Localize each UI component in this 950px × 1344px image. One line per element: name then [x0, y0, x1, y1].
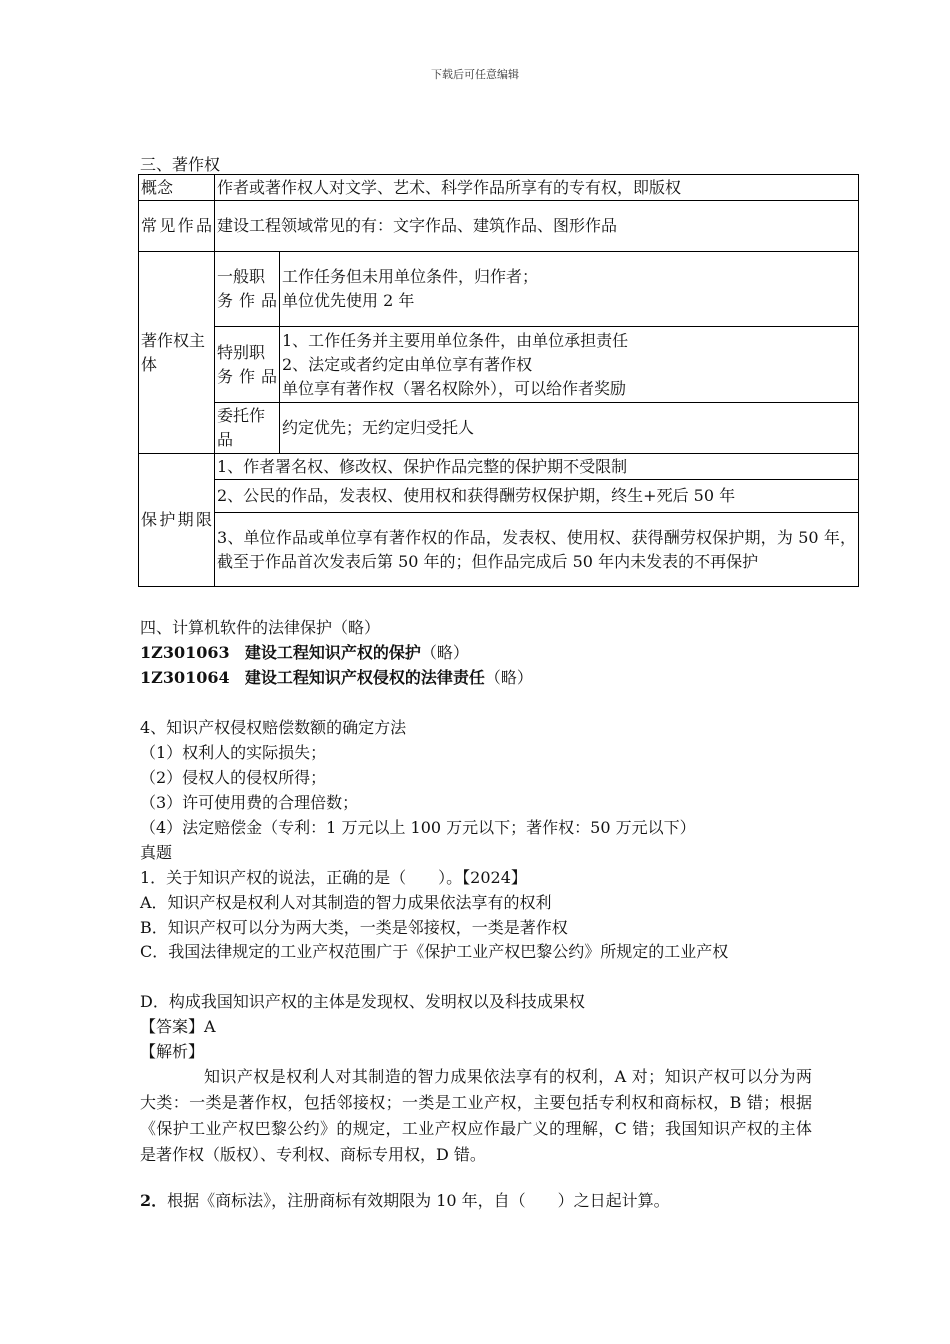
damages-method-title: 4、知识产权侵权赔偿数额的确定方法 — [140, 718, 407, 737]
method-item-4: （4）法定赔偿金（专利：1 万元以上 100 万元以下；著作权：50 万元以下） — [140, 818, 696, 837]
table-row — [139, 480, 859, 513]
common-works-label: 常见作品 — [139, 201, 215, 252]
heading-note: （略） — [420, 643, 469, 662]
heading-code: 1Z301063 — [140, 643, 230, 662]
general-work-text — [280, 252, 859, 327]
heading-note: （略） — [484, 668, 533, 687]
concept-text: 作者或著作权人对文学、艺术、科学作品所享有的专有权，即版权 — [215, 175, 859, 201]
copyright-table — [138, 174, 859, 587]
question-1-analysis-label: 【解析】 — [140, 1042, 205, 1061]
heading-ip-protection — [140, 641, 469, 665]
question-1-option-b: B．知识产权可以分为两大类，一类是邻接权，一类是著作权 — [140, 918, 568, 937]
period-item-1: 1、作者署名权、修改权、保护作品完整的保护期不受限制 — [215, 454, 859, 480]
question-1-option-a: A．知识产权是权利人对其制造的智力成果依法享有的权利 — [140, 893, 552, 912]
period-label: 保护期限 — [139, 454, 215, 587]
table-row — [139, 454, 859, 480]
table-row — [139, 327, 859, 403]
question-1-analysis: 知识产权是权利人对其制造的智力成果依法享有的权利，A 对；知识产权可以分为两大类：一类是著作权，包括邻接权；一类是工业产权，主要包括专利权和商标权，B 错；根据《保护工业产权巴黎公约》的规定，工业产权应作最广义的理解，C 错；我国知识产权的主体是著作权（版权）、专利权、商标专用权，D 错。 — [140, 1067, 812, 1164]
heading-title: 建设工程知识产权的保护 — [244, 643, 421, 662]
special-line-2: 2、法定或者约定由单位享有著作权 — [282, 354, 533, 374]
question-2 — [140, 1189, 670, 1213]
table-row — [139, 201, 859, 252]
question-1-stem: 1．关于知识产权的说法，正确的是（ ）。【2024】 — [140, 868, 527, 887]
commission-work-text: 约定优先；无约定归受托人 — [280, 403, 859, 454]
general-line-1: 工作任务但未用单位条件，归作者； — [282, 267, 539, 286]
exam-label: 真题 — [140, 843, 173, 862]
common-works-text: 建设工程领域常见的有：文字作品、建筑作品、图形作品 — [215, 201, 859, 252]
question-1-option-c: C．我国法律规定的工业产权范围广于《保护工业产权巴黎公约》所规定的工业产权 — [140, 942, 729, 961]
question-2-number: 2． — [140, 1191, 168, 1210]
concept-label: 概念 — [139, 175, 215, 201]
section-title-copyright: 三、著作权 — [140, 155, 221, 174]
commission-work-label: 委托作品 — [215, 403, 280, 454]
general-work-label: 一般职务作品 — [215, 252, 280, 327]
special-work-label: 特别职务作品 — [215, 327, 280, 403]
heading-ip-liability — [140, 666, 533, 690]
table-row — [139, 513, 859, 587]
table-row — [139, 403, 859, 454]
subject-label: 著作权主体 — [139, 252, 215, 454]
method-item-3: （3）许可使用费的合理倍数； — [140, 793, 359, 812]
special-line-1: 1、工作任务并主要用单位条件，由单位承担责任 — [282, 330, 629, 350]
special-work-text — [280, 327, 859, 403]
heading-title: 建设工程知识产权侵权的法律责任 — [244, 668, 485, 687]
page-header: 下载后可任意编辑 — [431, 68, 519, 81]
question-1-answer: 【答案】A — [140, 1017, 216, 1036]
method-item-2: （2）侵权人的侵权所得； — [140, 768, 327, 787]
section-title-software: 四、计算机软件的法律保护（略） — [140, 618, 381, 637]
period-item-3: 3、单位作品或单位享有著作权的作品，发表权、使用权、获得酬劳权保护期，为 50 年，截至于作品首次发表后第 50 年的；但作品完成后 50 年内未发表的不再保护 — [215, 513, 859, 587]
general-line-2: 单位优先使用 2 年 — [282, 291, 415, 310]
period-item-2: 2、公民的作品，发表权、使用权和获得酬劳权保护期，终生+死后 50 年 — [215, 480, 859, 513]
question-2-stem: 根据《商标法》，注册商标有效期限为 10 年，自（ ）之日起计算。 — [167, 1191, 670, 1210]
table-row — [139, 252, 859, 327]
table-row — [139, 175, 859, 201]
method-item-1: （1）权利人的实际损失； — [140, 743, 327, 762]
heading-code: 1Z301064 — [140, 668, 230, 687]
special-line-3: 单位享有著作权（署名权除外），可以给作者奖励 — [282, 378, 627, 398]
question-1-option-d: D．构成我国知识产权的主体是发现权、发明权以及科技成果权 — [140, 992, 585, 1011]
